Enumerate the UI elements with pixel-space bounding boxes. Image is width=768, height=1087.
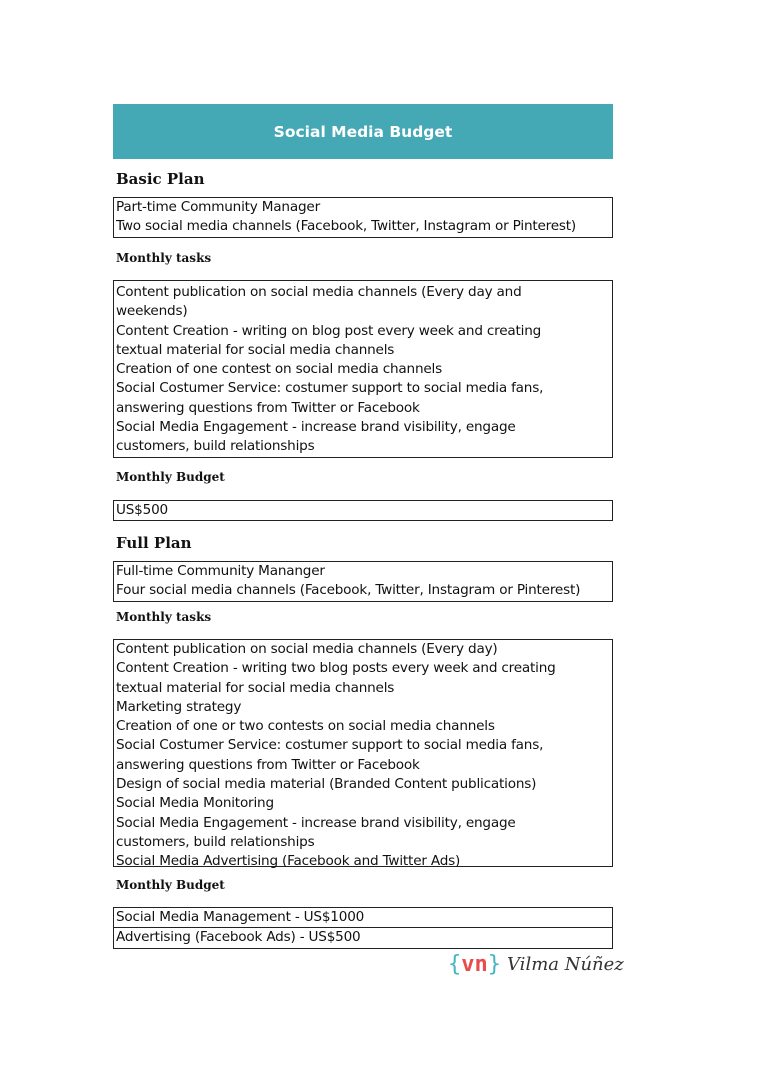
full-features-box [113, 561, 613, 602]
full-tasks-box [113, 639, 613, 870]
feature-item: Part-time Community Manager [116, 199, 320, 215]
logo-mark: {vn} [448, 952, 501, 977]
task-item: Content Creation - writing two blog posts every week and creating textual material for social media channels [116, 660, 556, 696]
basic-budget-heading: Monthly Budget [116, 470, 225, 484]
basic-plan-heading: Basic Plan [116, 170, 205, 188]
task-item: Social Media Monitoring [116, 795, 274, 812]
page-title: Social Media Budget [113, 104, 613, 159]
vilma-nunez-logo [448, 952, 624, 977]
feature-item: Two social media channels (Facebook, Twitter, Instagram or Pinterest) [116, 218, 577, 235]
basic-tasks-box [113, 280, 613, 458]
full-plan-heading: Full Plan [116, 534, 192, 552]
task-item: Social Costumer Service: costumer support to social media fans, answering questions from Twitter or Facebook [116, 380, 544, 416]
full-tasks-heading: Monthly tasks [116, 610, 212, 624]
task-item: Social Media Advertising (Facebook and Twitter Ads) [116, 853, 461, 870]
task-item: Content publication on social media channels (Every day and weekends) [116, 284, 522, 320]
task-item: Social Media Engagement - increase brand visibility, engage customers, build relationships [116, 419, 516, 455]
full-budget-heading: Monthly Budget [116, 878, 225, 892]
task-item: Social Costumer Service: costumer support to social media fans, answering questions from Twitter or Facebook [116, 737, 544, 773]
feature-item: Full-time Community Mananger [116, 563, 325, 579]
full-budget-box [113, 907, 613, 949]
basic-budget-box [113, 500, 613, 521]
budget-item: Social Media Management - US$1000 [114, 908, 612, 928]
task-item: Content Creation - writing on blog post every week and creating textual material for social media channels [116, 322, 542, 358]
task-item: Content publication on social media channels (Every day) [116, 641, 498, 657]
task-item: Creation of one contest on social media channels [116, 361, 442, 378]
task-item: Design of social media material (Branded Content publications) [116, 776, 537, 793]
basic-features-box [113, 197, 613, 238]
budget-item: Advertising (Facebook Ads) - US$500 [116, 929, 361, 946]
task-item: Marketing strategy [116, 698, 242, 715]
basic-tasks-heading: Monthly tasks [116, 251, 212, 265]
budget-item: US$500 [116, 502, 168, 518]
task-item: Social Media Engagement - increase brand visibility, engage customers, build relationships [116, 814, 516, 850]
feature-item: Four social media channels (Facebook, Twitter, Instagram or Pinterest) [116, 582, 581, 599]
task-item: Creation of one or two contests on social media channels [116, 718, 495, 735]
logo-name: Vilma Núñez [507, 954, 624, 975]
